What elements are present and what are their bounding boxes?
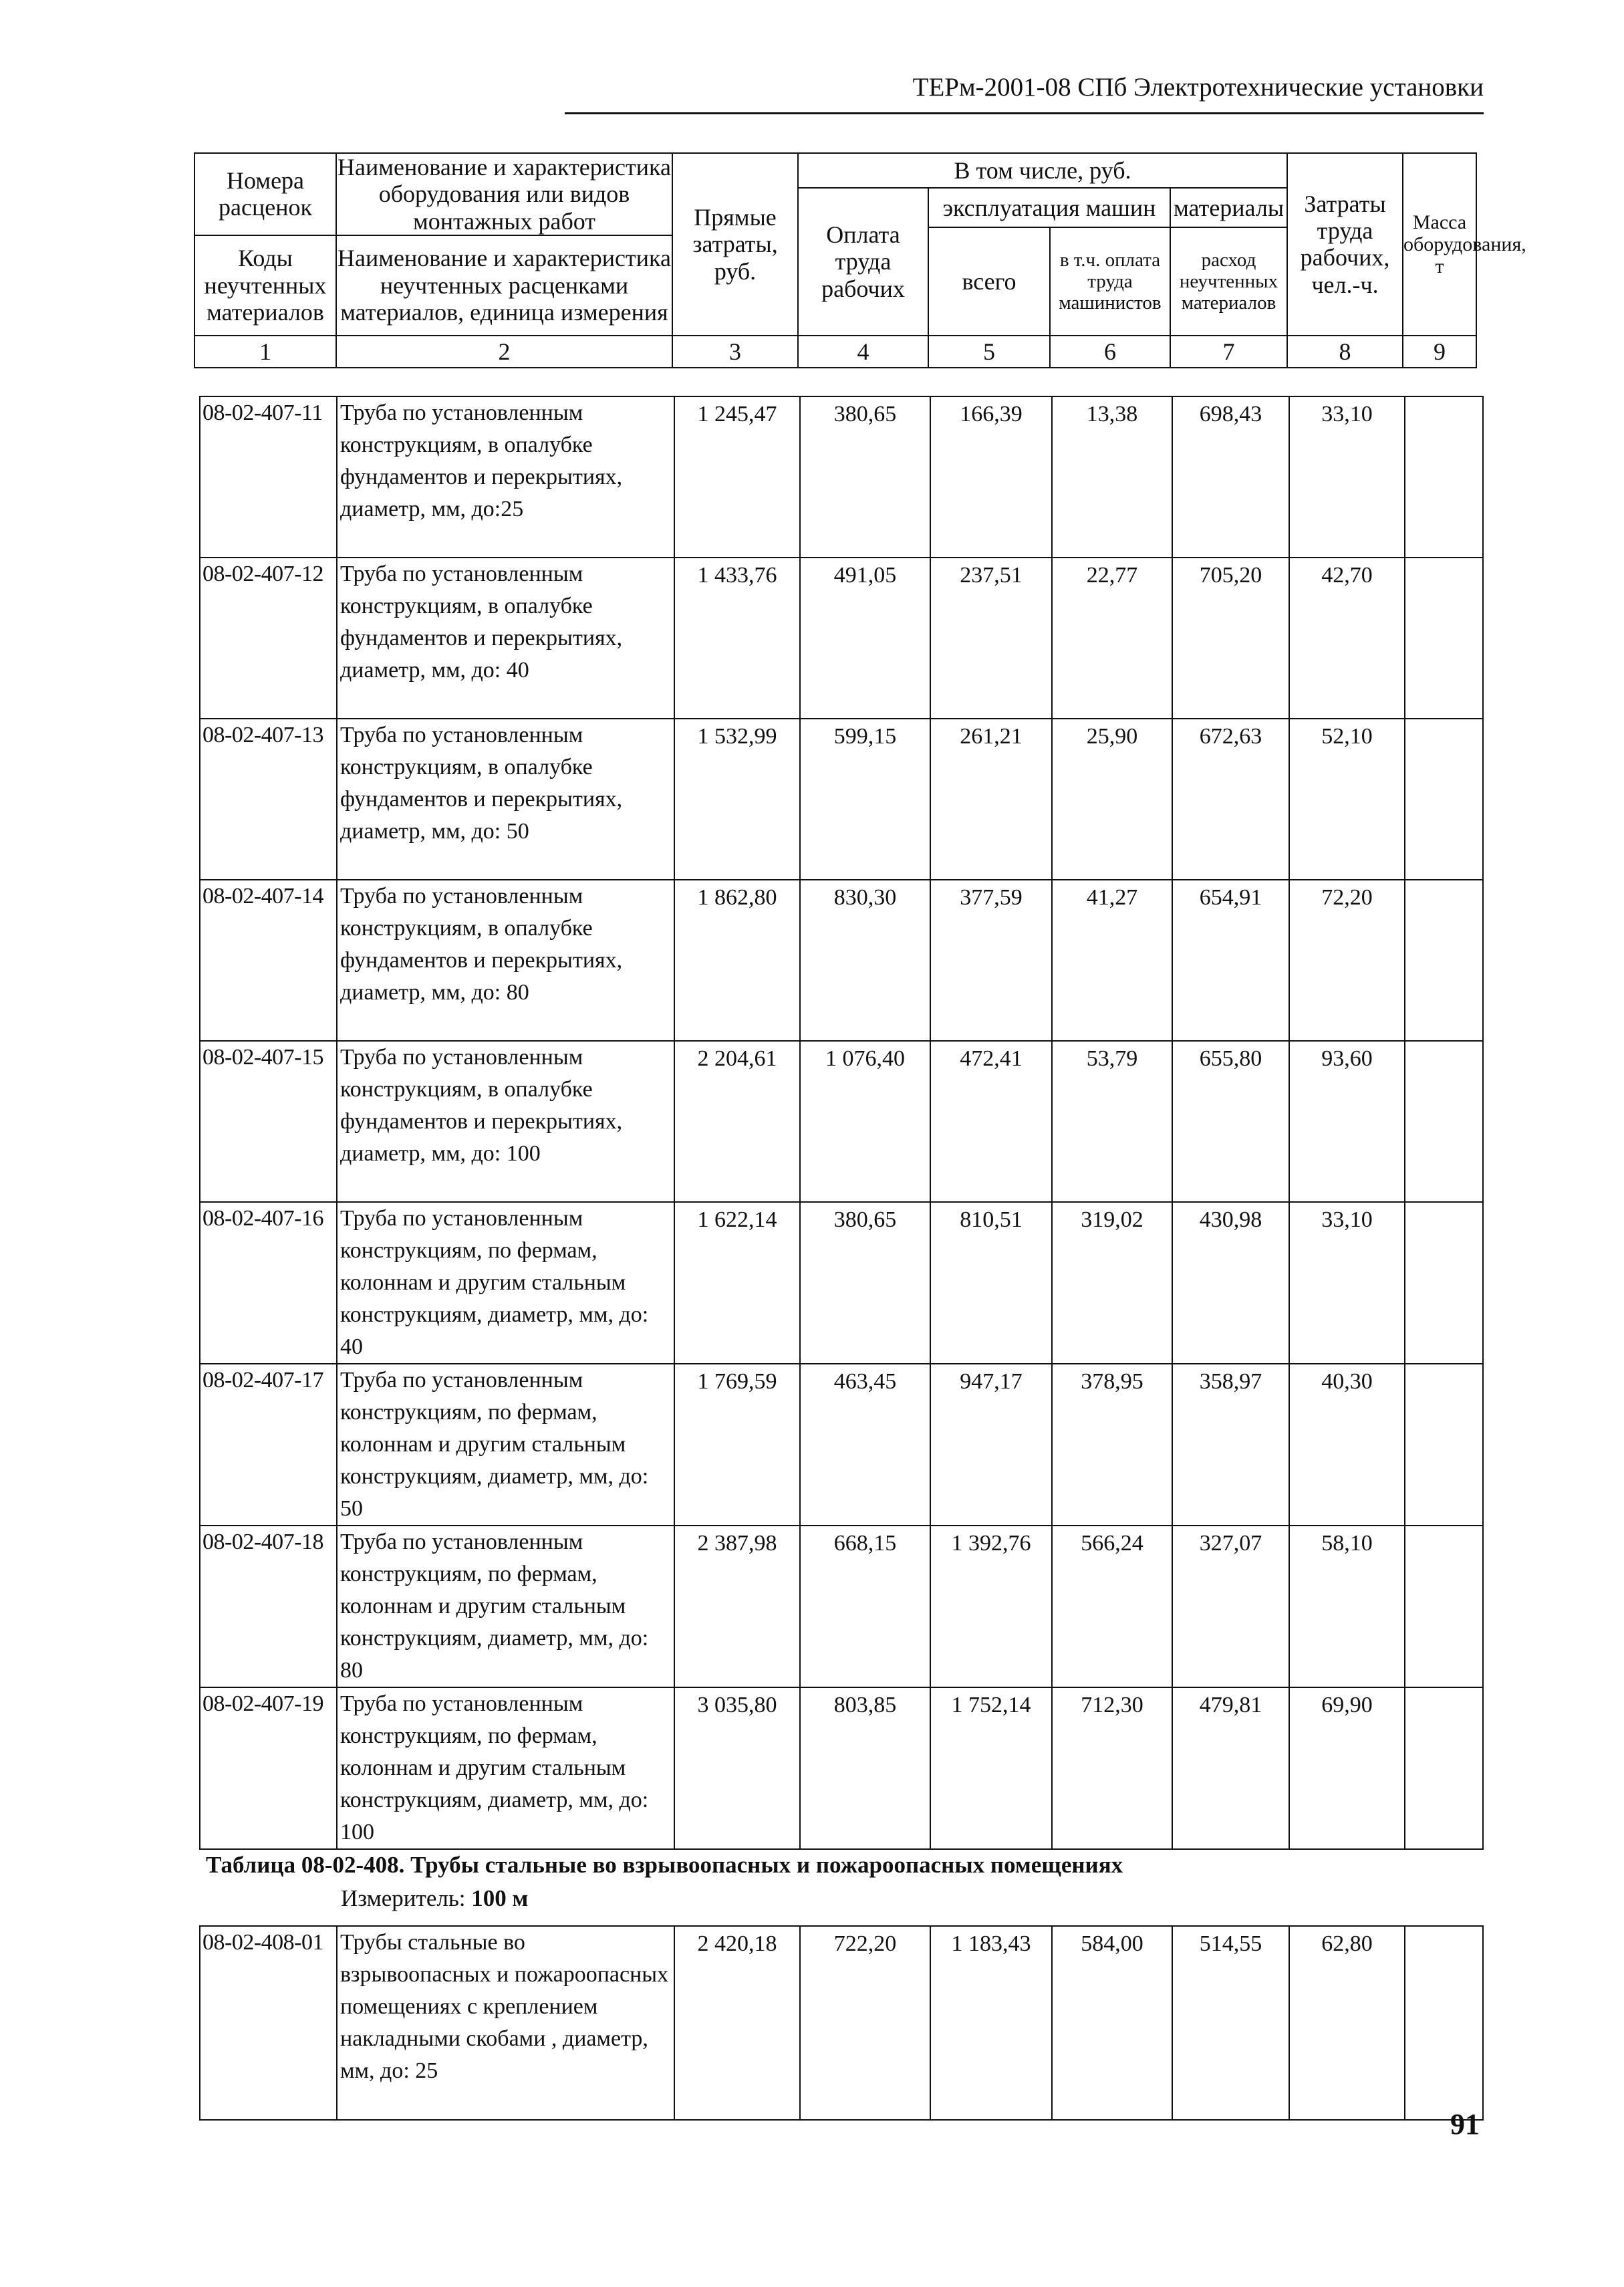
labor-cost: 1 076,40 [800,1041,930,1202]
materials-cost: 672,63 [1172,719,1289,880]
rate-code: 08-02-407-15 [200,1041,337,1202]
header-number: 4 [798,336,928,368]
header-machines: эксплуатация машин [928,188,1170,227]
labor-hours: 93,60 [1289,1041,1405,1202]
unit-label: Измеритель: [341,1885,466,1911]
work-name: Труба по установленным конструкциям, в опалубке фундаментов и перекрытиях, диаметр, мм, до: 50 [337,719,674,880]
labor-hours: 33,10 [1289,1202,1405,1364]
table-row [200,396,1483,558]
machines-total: 166,39 [930,396,1052,558]
materials-cost: 327,07 [1172,1526,1289,1687]
machinists-cost: 22,77 [1052,558,1172,719]
header-number: 2 [336,336,672,368]
materials-cost: 514,55 [1172,1926,1289,2120]
labor-hours: 62,80 [1289,1926,1405,2120]
rate-code: 08-02-407-18 [200,1526,337,1687]
labor-cost: 803,85 [800,1687,930,1849]
machinists-cost: 41,27 [1052,880,1172,1041]
labor-cost: 830,30 [800,880,930,1041]
labor-cost: 491,05 [800,558,930,719]
table-row [200,1202,1483,1364]
equipment-mass [1405,1364,1483,1526]
direct-cost: 2 387,98 [674,1526,800,1687]
machinists-cost: 584,00 [1052,1926,1172,2120]
materials-cost: 654,91 [1172,880,1289,1041]
rate-code: 08-02-407-17 [200,1364,337,1526]
header-col4: Оплата труда рабочих [798,188,928,336]
labor-cost: 380,65 [800,396,930,558]
work-name: Труба по установленным конструкциям, по фермам, колоннам и другим стальным конструкциям, диаметр, мм, до: 80 [337,1526,674,1687]
direct-cost: 1 769,59 [674,1364,800,1526]
header-col3: Прямые затраты, руб. [672,153,798,336]
equipment-mass [1405,1526,1483,1687]
header-number: 5 [928,336,1050,368]
machines-total: 261,21 [930,719,1052,880]
equipment-mass [1405,1687,1483,1849]
header-number: 7 [1170,336,1287,368]
direct-cost: 2 420,18 [674,1926,800,2120]
machines-total: 1 183,43 [930,1926,1052,2120]
equipment-mass [1405,396,1483,558]
table-row [200,880,1483,1041]
labor-hours: 42,70 [1289,558,1405,719]
rate-code: 08-02-407-16 [200,1202,337,1364]
labor-hours: 69,90 [1289,1687,1405,1849]
machines-total: 1 392,76 [930,1526,1052,1687]
equipment-mass [1405,1041,1483,1202]
unit-value: 100 м [471,1885,529,1911]
running-head: ТЕРм-2001-08 СПб Электротехнические установки [912,73,1484,102]
rates-table-407 [199,396,1484,1850]
direct-cost: 2 204,61 [674,1041,800,1202]
table-row [200,1687,1483,1849]
machinists-cost: 25,90 [1052,719,1172,880]
work-name: Труба по установленным конструкциям, в опалубке фундаментов и перекрытиях, диаметр, мм, до: 80 [337,880,674,1041]
materials-cost: 705,20 [1172,558,1289,719]
labor-cost: 668,15 [800,1526,930,1687]
header-number: 6 [1050,336,1170,368]
header-col2-top: Наименование и характеристика оборудования или видов монтажных работ [336,153,672,235]
header-col1-bottom: Коды неучтенных материалов [194,235,336,336]
machinists-cost: 566,24 [1052,1526,1172,1687]
materials-cost: 358,97 [1172,1364,1289,1526]
header-materials: материалы [1170,188,1287,227]
machinists-cost: 378,95 [1052,1364,1172,1526]
table-row [200,1041,1483,1202]
rate-code: 08-02-408-01 [200,1926,337,2120]
equipment-mass [1405,1926,1483,2120]
table-row [200,1526,1483,1687]
header-col6: в т.ч. оплата труда машинистов [1050,227,1170,335]
header-col2-bottom: Наименование и характеристика неучтенных расценками материалов, единица измерения [336,235,672,336]
direct-cost: 1 862,80 [674,880,800,1041]
page-number: 91 [1450,2108,1480,2141]
machines-total: 377,59 [930,880,1052,1041]
unit-line [341,1885,528,1912]
table-row [200,1364,1483,1526]
table-row [200,1926,1483,2120]
materials-cost: 479,81 [1172,1687,1289,1849]
equipment-mass [1405,1202,1483,1364]
rate-code: 08-02-407-13 [200,719,337,880]
work-name: Труба по установленным конструкциям, по фермам, колоннам и другим стальным конструкциям, диаметр, мм, до: 40 [337,1202,674,1364]
work-name: Труба по установленным конструкциям, по фермам, колоннам и другим стальным конструкциям, диаметр, мм, до: 50 [337,1364,674,1526]
rates-table-408 [199,1925,1484,2121]
labor-hours: 40,30 [1289,1364,1405,1526]
materials-cost: 655,80 [1172,1041,1289,1202]
header-col8: Затраты труда рабочих, чел.-ч. [1287,153,1403,336]
labor-hours: 52,10 [1289,719,1405,880]
column-header-table [194,152,1526,368]
machinists-cost: 712,30 [1052,1687,1172,1849]
work-name: Труба по установленным конструкциям, в опалубке фундаментов и перекрытиях, диаметр, мм, до: 40 [337,558,674,719]
direct-cost: 1 433,76 [674,558,800,719]
header-number: 1 [194,336,336,368]
equipment-mass [1405,719,1483,880]
header-number: 8 [1287,336,1403,368]
machines-total: 947,17 [930,1364,1052,1526]
table-row [200,719,1483,880]
equipment-mass [1405,558,1483,719]
table-row [200,558,1483,719]
machines-total: 810,51 [930,1202,1052,1364]
work-name: Труба по установленным конструкциям, по фермам, колоннам и другим стальным конструкциям, диаметр, мм, до: 100 [337,1687,674,1849]
header-number: 3 [672,336,798,368]
direct-cost: 1 622,14 [674,1202,800,1364]
work-name: Труба по установленным конструкциям, в опалубке фундаментов и перекрытиях, диаметр, мм, до:25 [337,396,674,558]
header-col1-top: Номера расценок [194,153,336,235]
labor-cost: 722,20 [800,1926,930,2120]
rate-code: 08-02-407-14 [200,880,337,1041]
rate-code: 08-02-407-11 [200,396,337,558]
machines-total: 237,51 [930,558,1052,719]
machinists-cost: 13,38 [1052,396,1172,558]
header-group: В том числе, руб. [798,153,1287,188]
direct-cost: 3 035,80 [674,1687,800,1849]
machines-total: 1 752,14 [930,1687,1052,1849]
header-col5: всего [928,227,1050,335]
header-col9: Масса оборудования, т [1403,153,1476,336]
direct-cost: 1 532,99 [674,719,800,880]
labor-cost: 463,45 [800,1364,930,1526]
materials-cost: 430,98 [1172,1202,1289,1364]
labor-hours: 58,10 [1289,1526,1405,1687]
work-name: Труба по установленным конструкциям, в опалубке фундаментов и перекрытиях, диаметр, мм, до: 100 [337,1041,674,1202]
header-rule [565,112,1484,114]
materials-cost: 698,43 [1172,396,1289,558]
machinists-cost: 53,79 [1052,1041,1172,1202]
machines-total: 472,41 [930,1041,1052,1202]
labor-cost: 380,65 [800,1202,930,1364]
labor-hours: 33,10 [1289,396,1405,558]
machinists-cost: 319,02 [1052,1202,1172,1364]
header-col7: расход неучтенных материалов [1170,227,1287,335]
work-name: Трубы стальные во взрывоопасных и пожароопасных помещениях с креплением накладными скобами , диаметр, мм, до: 25 [337,1926,674,2120]
rate-code: 08-02-407-12 [200,558,337,719]
labor-cost: 599,15 [800,719,930,880]
direct-cost: 1 245,47 [674,396,800,558]
labor-hours: 72,20 [1289,880,1405,1041]
table-caption: Таблица 08-02-408. Трубы стальные во взрывоопасных и пожароопасных помещениях [206,1852,1123,1878]
header-number: 9 [1403,336,1476,368]
rate-code: 08-02-407-19 [200,1687,337,1849]
equipment-mass [1405,880,1483,1041]
